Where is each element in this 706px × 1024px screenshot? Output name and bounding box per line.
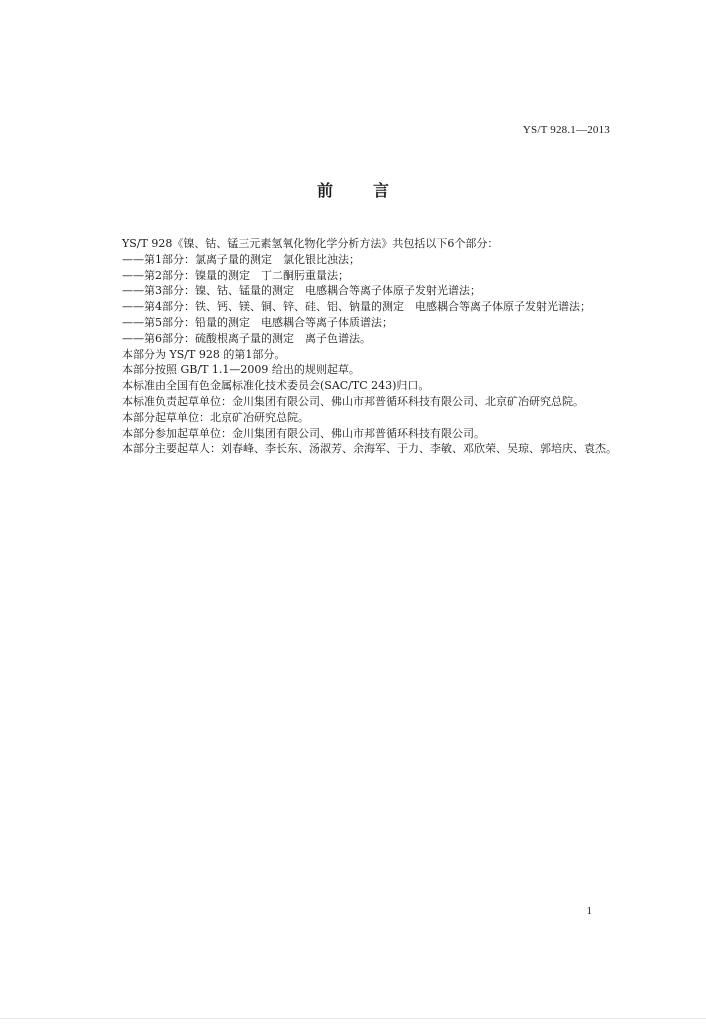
part-list-item: ——第4部分：铁、钙、镁、铜、锌、硅、铝、钠量的测定 电感耦合等离子体原子发射光谱法； [122, 300, 591, 314]
paragraph: 本部分参加起草单位：金川集团有限公司、佛山市邦普循环科技有限公司。 [122, 426, 485, 440]
part-list-item: ——第6部分：硫酸根离子量的测定 离子色谱法。 [122, 331, 371, 345]
page-number: 1 [586, 905, 592, 917]
part-list-item: ——第2部分：镍量的测定 丁二酮肟重量法； [122, 268, 349, 282]
paragraph: YS/T 928《镍、钴、锰三元素氢氧化物化学分析方法》共包括以下6个部分： [122, 237, 499, 250]
paragraph: 本标准由全国有色金属标准化技术委员会(SAC/TC 243)归口。 [122, 379, 430, 393]
preface-body [122, 236, 617, 457]
paragraph: 本标准负责起草单位：金川集团有限公司、佛山市邦普循环科技有限公司、北京矿冶研究总院。 [122, 394, 584, 408]
part-list-item: ——第5部分：铅量的测定 电感耦合等离子体质谱法； [122, 315, 393, 329]
paragraph: 本部分主要起草人：刘春峰、李长东、汤淑芳、余海军、于力、李敏、邓欣荣、吴琼、郭培庆、袁杰。 [122, 442, 617, 456]
paragraph: 本部分起草单位：北京矿冶研究总院。 [122, 410, 309, 424]
standard-code: YS/T 928.1—2013 [522, 124, 610, 136]
paragraph: 本部分为 YS/T 928 的第1部分。 [122, 347, 286, 361]
divider [0, 1018, 706, 1019]
paragraph: 本部分按照 GB/T 1.1—2009 给出的规则起草。 [122, 363, 360, 377]
part-list-item: ——第1部分：氯离子量的测定 氯化银比浊法； [122, 252, 360, 266]
page-title: 前言 [316, 181, 429, 200]
part-list-item: ——第3部分：镍、钴、锰量的测定 电感耦合等离子体原子发射光谱法； [122, 284, 481, 298]
